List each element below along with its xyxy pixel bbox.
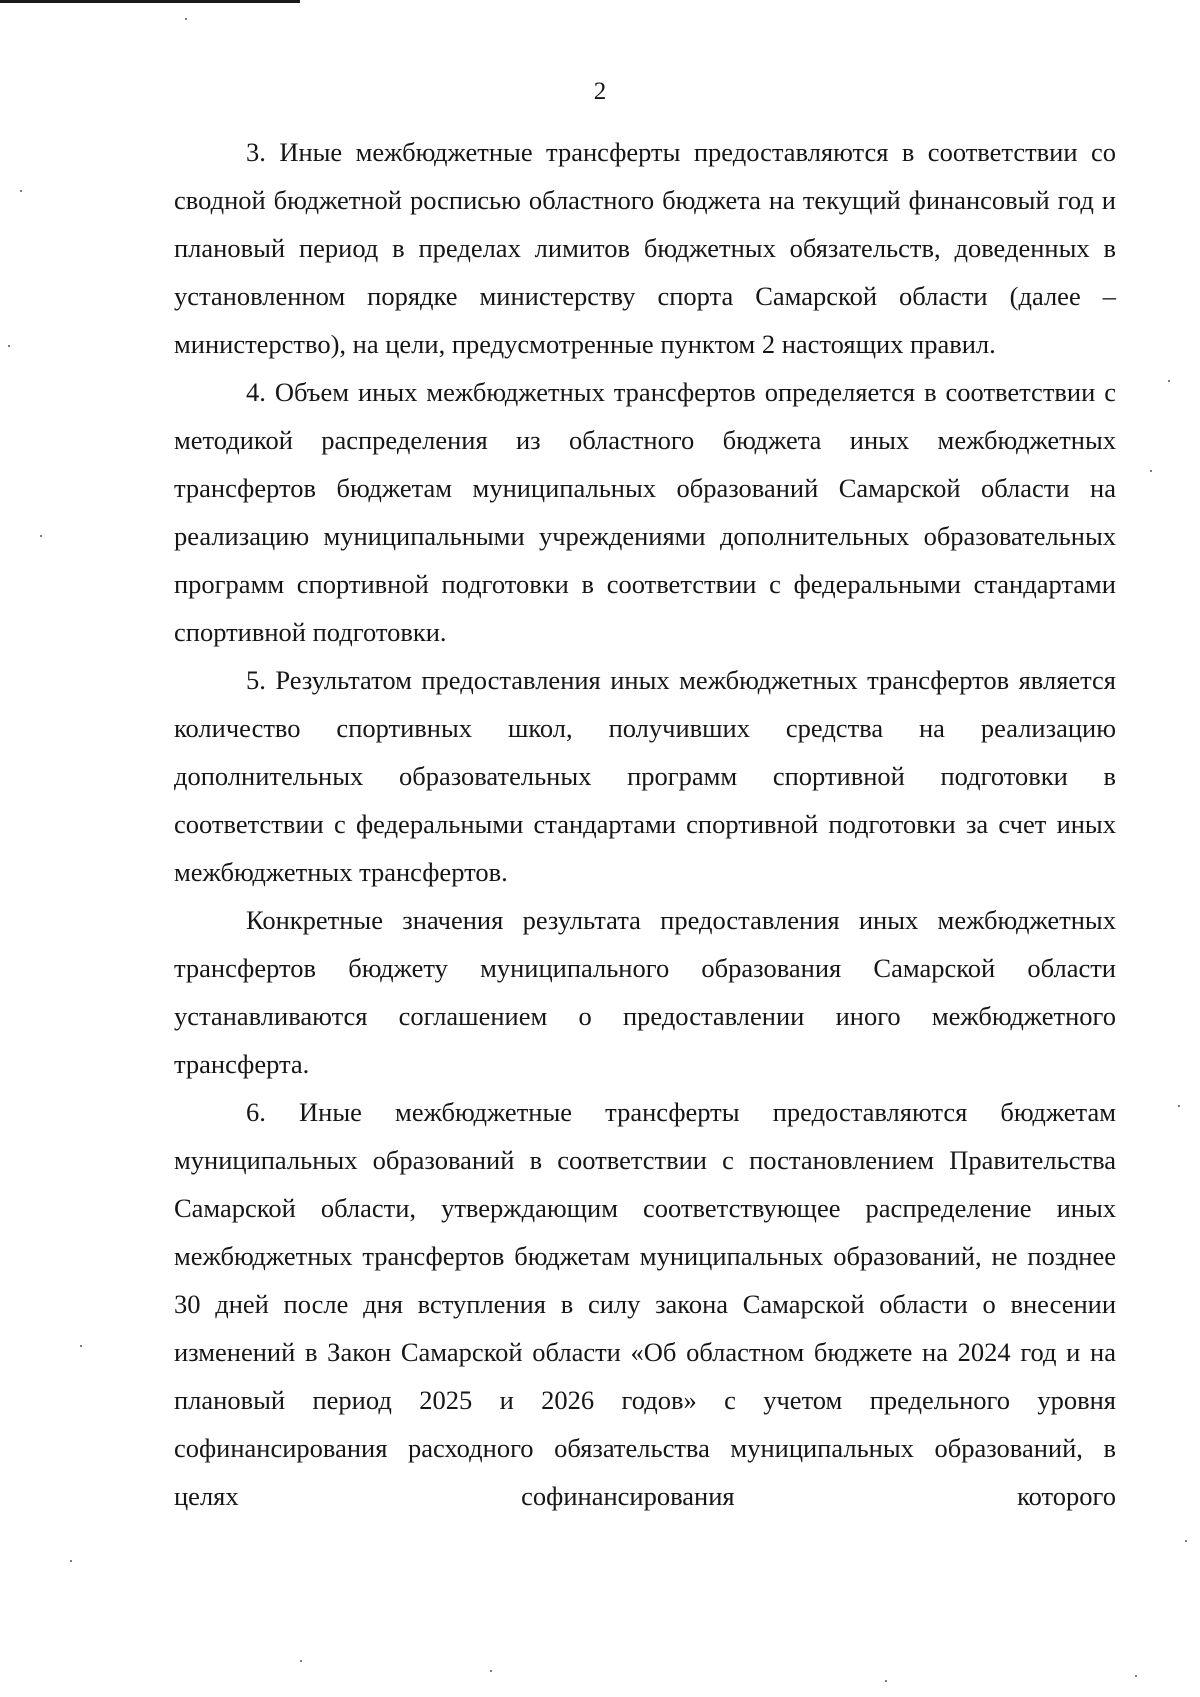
scan-speck — [1178, 1105, 1180, 1107]
page-number: 2 — [593, 78, 607, 105]
scan-speck — [185, 18, 187, 20]
scan-speck — [490, 1670, 492, 1672]
paragraph-4: 4. Объем иных межбюджетных трансфертов определяется в соответствии с методикой распределения из областного бюджета иных межбюджетных трансфертов бюджетам муниципальных образований Самарской области на реализацию муниципальными учреждениями дополнительных образовательных программ спортивной подготовки в соответствии с федеральными стандартами спортивной подготовки. — [174, 377, 1116, 647]
scan-speck — [1168, 380, 1170, 382]
scan-speck — [1150, 470, 1152, 472]
scan-speck — [8, 345, 10, 347]
paragraph-5-values: Конкретные значения результата предоставления иных межбюджетных трансфертов бюджету муниципального образования Самарской области устанавливаются соглашением о предоставлении иного межбюджетного трансферта. — [174, 905, 1116, 1079]
scan-speck — [1185, 1540, 1187, 1542]
paragraph-5: 5. Результатом предоставления иных межбюджетных трансфертов является количество спортивных школ, получивших средства на реализацию дополнительных образовательных программ спортивной подготовки в соответствии с федеральными стандартами спортивной подготовки за счет иных межбюджетных трансфертов. — [174, 665, 1116, 887]
scan-speck — [20, 190, 22, 192]
document-body — [174, 128, 1116, 1520]
scan-speck — [885, 1680, 887, 1682]
paragraph-6: 6. Иные межбюджетные трансферты предоставляются бюджетам муниципальных образований в соответствии с постановлением Правительства Самарской области, утверждающим соответствующее распределение иных межбюджетных трансфертов бюджетам муниципальных образований, не позднее 30 дней после дня вступления в силу закона Самарской области о внесении изменений в Закон Самарской области «Об областном бюджете на 2024 год и на плановый период 2025 и 2026 годов» с учетом предельного уровня софинансирования расходного обязательства муниципальных образований, в целях софинансирования которого — [174, 1097, 1116, 1511]
scan-edge-line — [0, 0, 300, 3]
paragraph-3: 3. Иные межбюджетные трансферты предоставляются в соответствии со сводной бюджетной росписью областного бюджета на текущий финансовый год и плановый период в пределах лимитов бюджетных обязательств, доведенных в установленном порядке министерству спорта Самарской области (далее – министерство), на цели, предусмотренные пунктом 2 настоящих правил. — [174, 137, 1116, 359]
scan-speck — [40, 535, 42, 537]
scan-speck — [300, 1660, 302, 1662]
scan-speck — [80, 1345, 82, 1347]
scan-speck — [70, 1560, 72, 1562]
scan-speck — [1135, 1675, 1137, 1677]
